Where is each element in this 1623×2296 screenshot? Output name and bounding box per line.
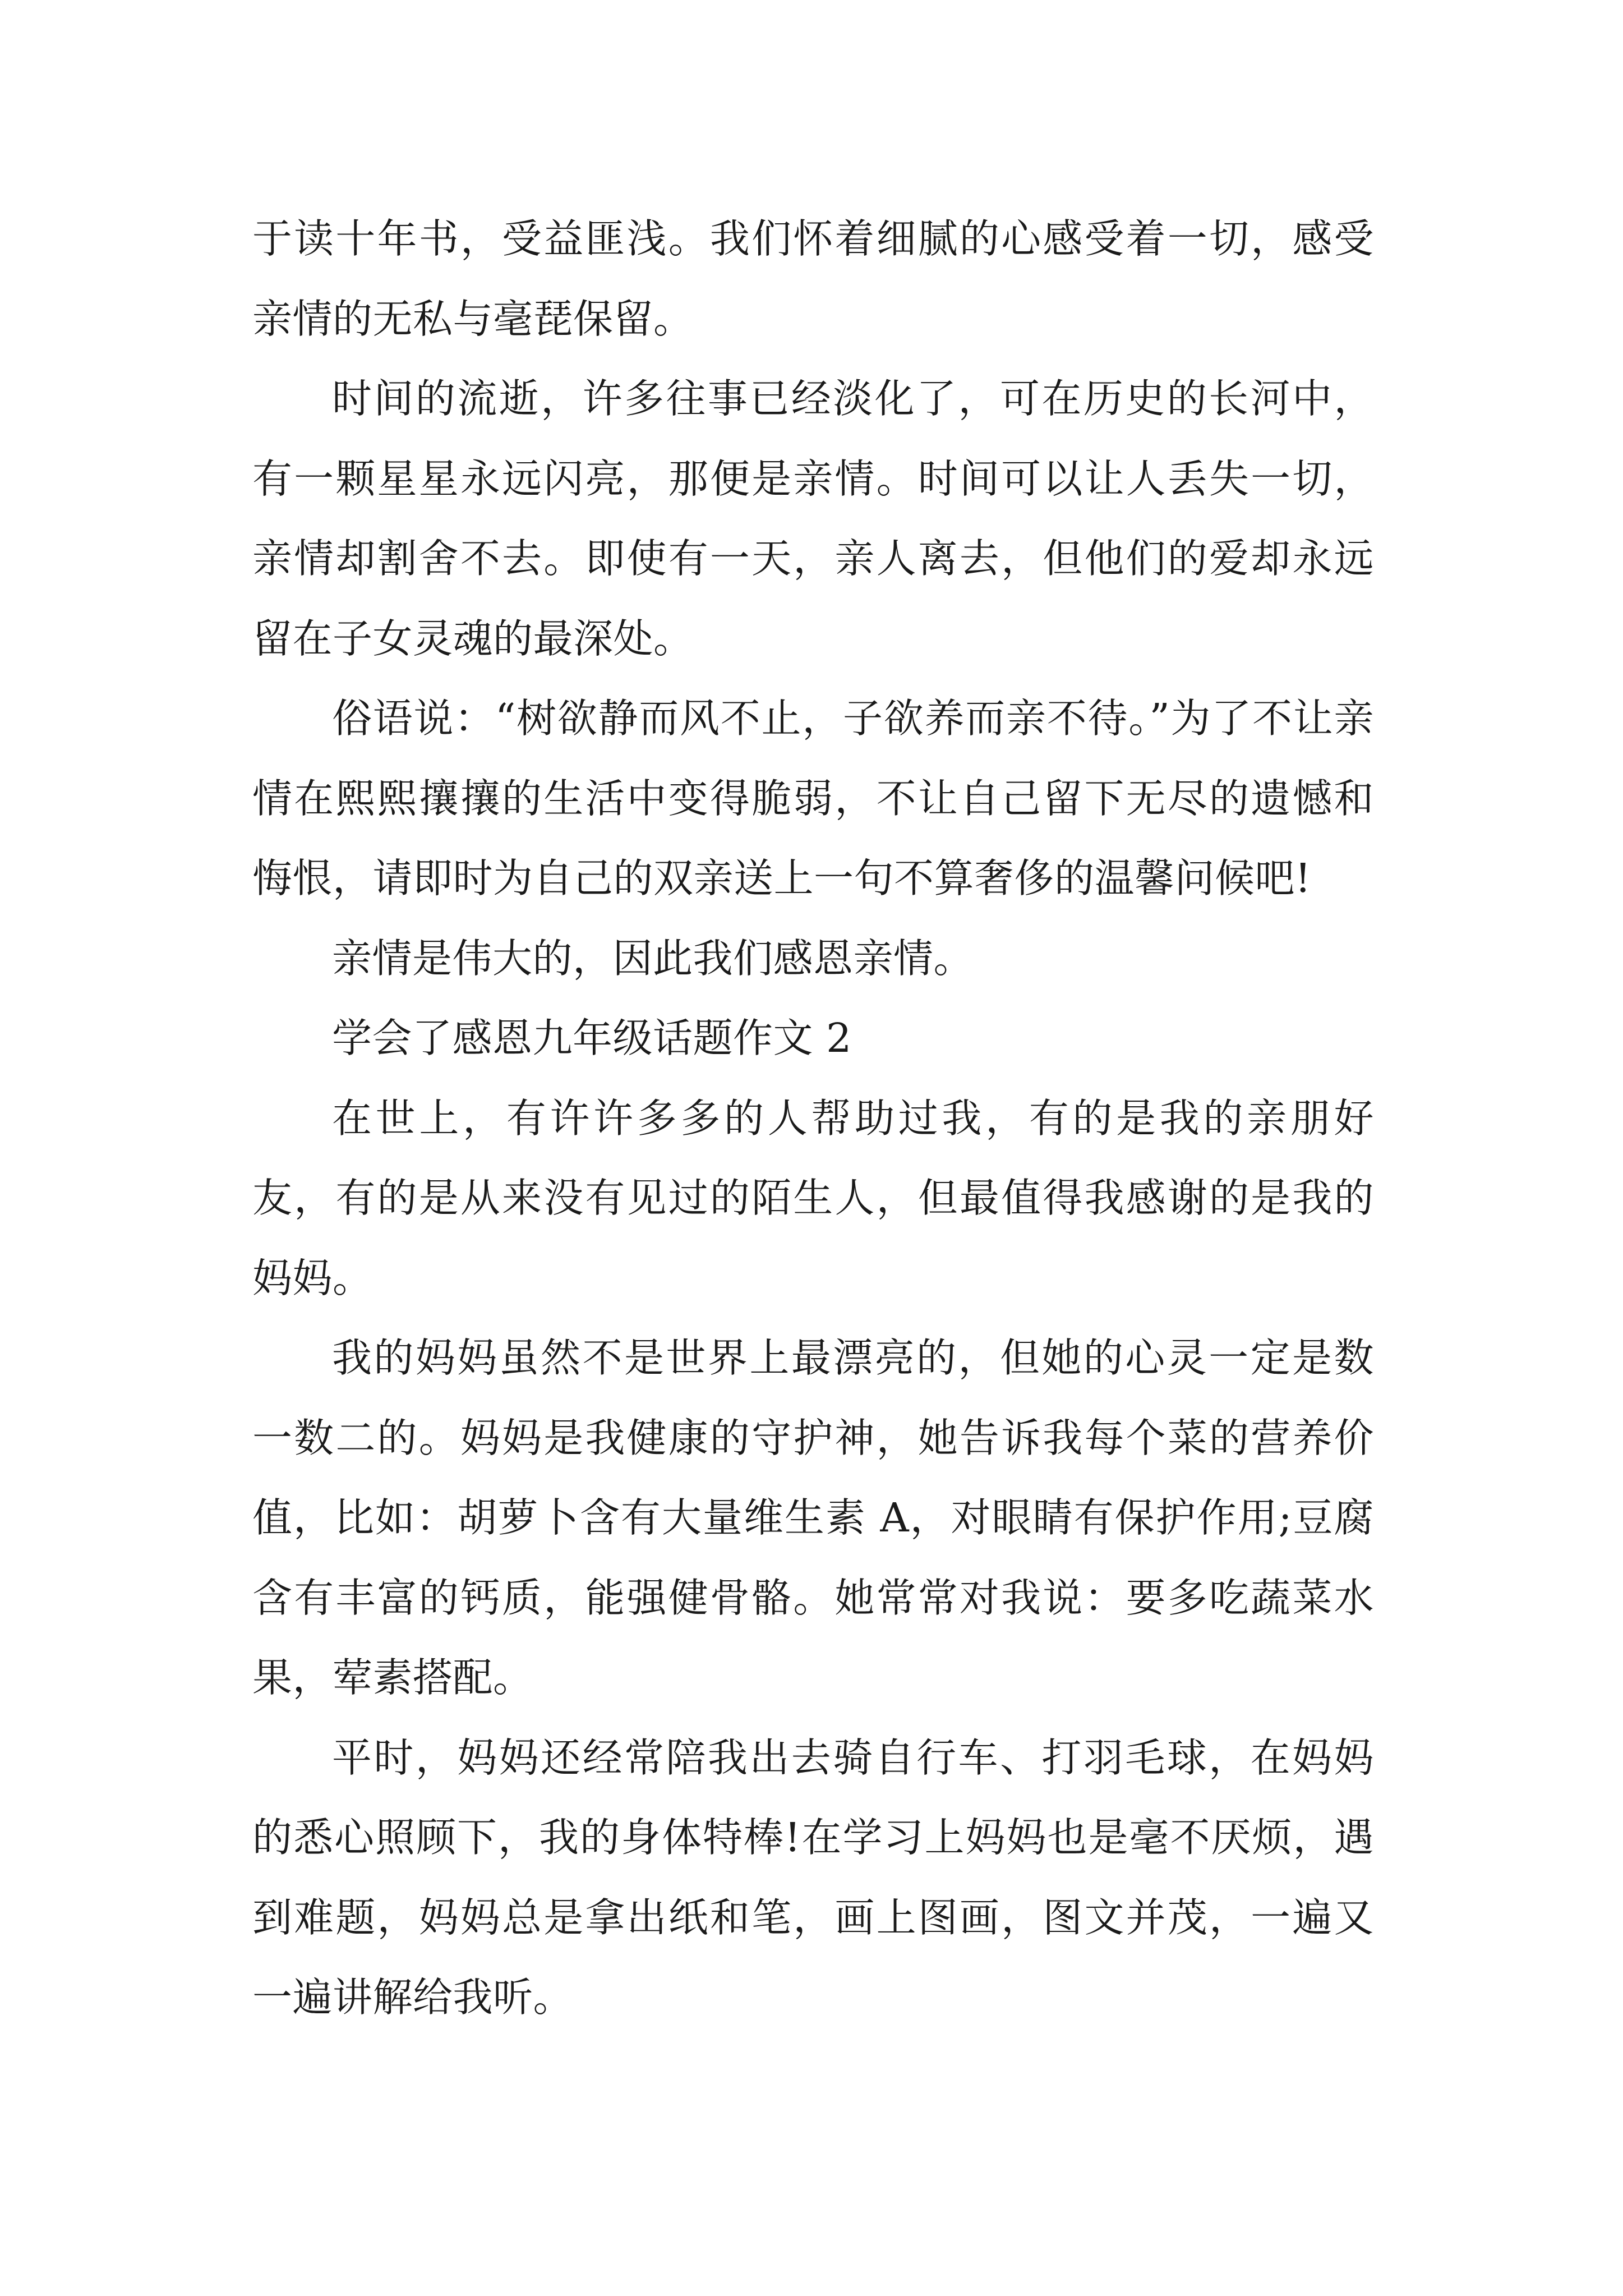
paragraph: 于读十年书，受益匪浅。我们怀着细腻的心感受着一切，感受亲情的无私与毫琵保留。	[252, 215, 1374, 342]
paragraph: 平时，妈妈还经常陪我出去骑自行车、打羽毛球，在妈妈的悉心照顾下，我的身体特棒!在学习上妈妈也是毫不厌烦，遇到难题，妈妈总是拿出纸和笔，画上图画，图文并茂，一遍又一遍讲解给我听。	[252, 1734, 1374, 2021]
paragraph: 俗语说：“树欲静而风不止，子欲养而亲不待。”为了不让亲情在熙熙攘攘的生活中变得脆弱，不让自己留下无尽的遗憾和悔恨，请即时为自己的双亲送上一句不算奢侈的温馨问候吧!	[252, 695, 1374, 901]
essay-heading: 学会了感恩九年级话题作文 2	[332, 1015, 852, 1061]
paragraph: 我的妈妈虽然不是世界上最漂亮的，但她的心灵一定是数一数二的。妈妈是我健康的守护神，她告诉我每个菜的营养价值，比如：胡萝卜含有大量维生素 A，对眼睛有保护作用;豆腐含有丰富的钙质，能强健骨骼。她常常对我说：要多吃蔬菜水果，荤素搭配。	[252, 1335, 1374, 1701]
paragraph: 在世上，有许许多多的人帮助过我，有的是我的亲朋好友，有的是从来没有见过的陌生人，但最值得我感谢的是我的妈妈。	[252, 1094, 1374, 1301]
paragraph: 亲情是伟大的，因此我们感恩亲情。	[332, 935, 974, 982]
essay-body	[252, 199, 1374, 2038]
paragraph: 时间的流逝，许多往事已经淡化了，可在历史的长河中，有一颗星星永远闪亮，那便是亲情。时间可以让人丢失一切，亲情却割舍不去。即使有一天，亲人离去，但他们的爱却永远留在子女灵魂的最深处。	[252, 375, 1374, 662]
